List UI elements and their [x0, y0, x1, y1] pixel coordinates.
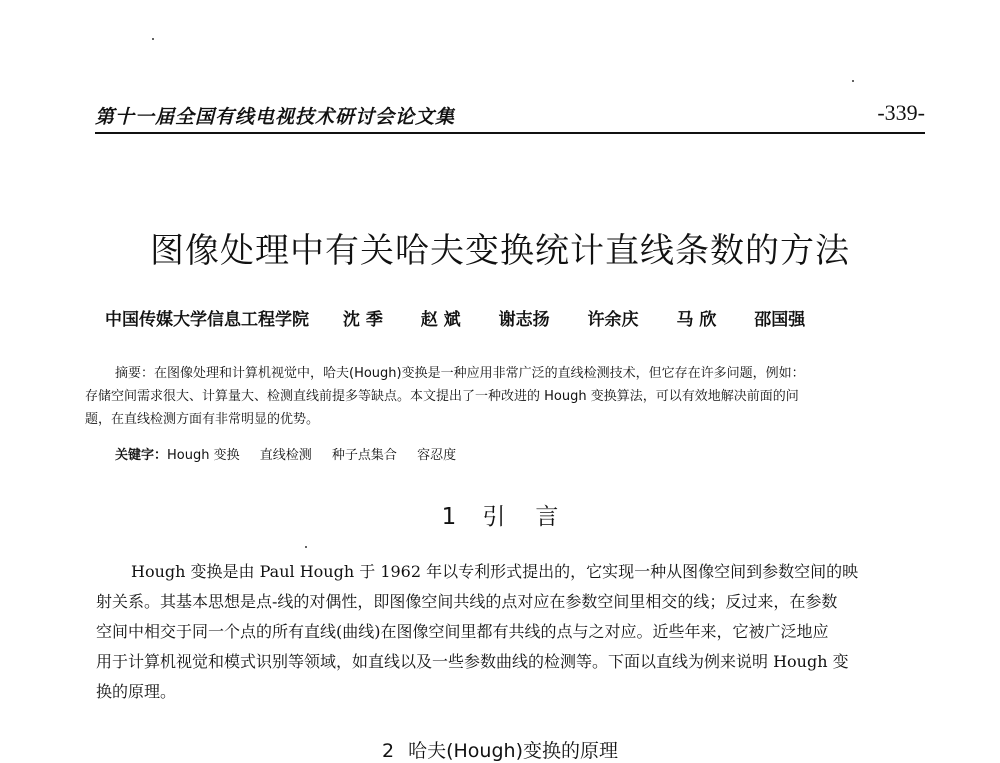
keywords-label: 关键字： [115, 448, 168, 463]
author-name: 马 欣 [676, 310, 717, 330]
abstract-line: 题，在直线检测方面有非常明显的优势。 [85, 412, 320, 427]
section-number: 2 [382, 740, 395, 762]
scan-speck [305, 546, 307, 548]
author-name: 赵 斌 [420, 310, 461, 330]
running-header [95, 100, 925, 130]
keyword: Hough 变换 [167, 448, 240, 463]
author-name: 邵国强 [754, 310, 806, 330]
body-line: 用于计算机视觉和模式识别等领域，如直线以及一些参数曲线的检测等。下面以直线为例来说明 Hough 变 [96, 652, 849, 671]
body-text [96, 557, 926, 707]
section-number: 1 [441, 504, 457, 530]
header-rule [95, 132, 925, 134]
body-line: Hough 变换是由 Paul Hough 于 1962 年以专利形式提出的，它实现一种从图像空间到参数空间的映 [131, 562, 859, 581]
body-line: 射关系。其基本思想是点-线的对偶性，即图像空间共线的点对应在参数空间里相交的线；反过来，在参数 [96, 592, 838, 611]
section-title-char: 言 [535, 504, 559, 530]
body-line: 空间中相交于同一个点的所有直线(曲线)在图像空间里都有共线的点与之对应。近些年来，它被广泛地应 [96, 622, 829, 641]
section-title: 哈夫(Hough)变换的原理 [408, 740, 618, 762]
body-line: 换的原理。 [96, 682, 177, 701]
abstract [85, 362, 920, 431]
author-name: 谢志扬 [498, 310, 550, 330]
section-heading-hough-principle [0, 736, 1000, 763]
keywords [115, 444, 472, 463]
affiliation: 中国传媒大学信息工程学院 [105, 310, 309, 330]
abstract-line: 存储空间需求很大、计算量大、检测直线前提多等缺点。本文提出了一种改进的 Hough 变换算法，可以有效地解决前面的问 [85, 389, 799, 404]
scan-speck [152, 38, 154, 40]
scan-speck [852, 80, 854, 82]
keyword: 种子点集合 [331, 448, 397, 463]
abstract-line: 摘要：在图像处理和计算机视觉中，哈夫(Hough)变换是一种应用非常广泛的直线检测技术，但它存在许多问题，例如： [115, 366, 805, 381]
author-name: 许余庆 [587, 310, 639, 330]
keyword: 直线检测 [259, 448, 312, 463]
author-name: 沈 季 [342, 310, 383, 330]
proceedings-title: 第十一届全国有线电视技术研讨会论文集 [95, 106, 456, 128]
paper-title: 图像处理中有关哈夫变换统计直线条数的方法 [150, 231, 850, 271]
page-number: -339- [877, 100, 925, 125]
section-heading-introduction [0, 498, 1000, 531]
keyword: 容忍度 [417, 448, 457, 463]
author-line [105, 305, 925, 330]
section-title-char: 引 [482, 504, 506, 530]
